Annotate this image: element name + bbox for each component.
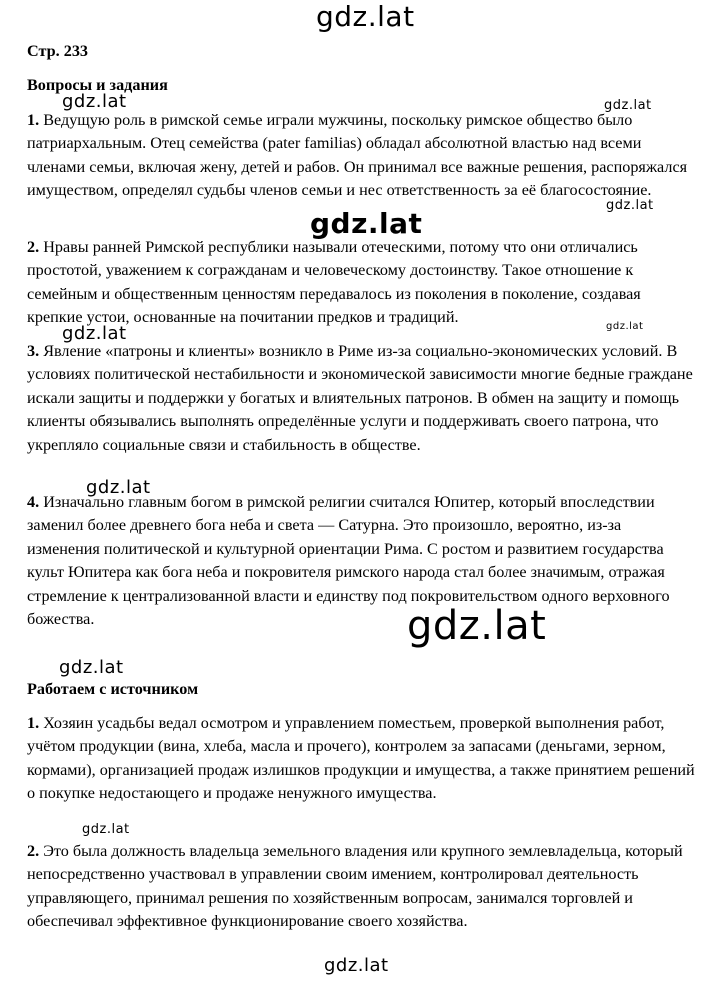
answer-text: Это была должность владельца земельного владения или крупного землевладельца, который непосредственно участвовал в управлении своим имением, контролировал деятельность управляющего, принимал решения по хозяйственным вопросам, занимался торговлей и обеспечивал эффективное функционирование своего хозяйства. bbox=[27, 842, 683, 931]
answer-number: 2. bbox=[27, 238, 40, 256]
watermark: gdz.lat bbox=[324, 955, 389, 976]
answer-text: Хозяин усадьбы ведал осмотром и управлением поместьем, проверкой выполнения работ, учётом продукции (вина, хлеба, масла и прочего), контролем за запасами (деньгами, зерном, кормами), организацией продаж излишков продукции и имущества, а также принятием решений о покупке недостающего и продаже ненужного имущества. bbox=[27, 714, 695, 803]
answer-number: 4. bbox=[27, 493, 40, 511]
answer-paragraph bbox=[27, 340, 695, 457]
watermark: gdz.lat bbox=[82, 822, 130, 837]
watermark: gdz.lat bbox=[62, 91, 127, 112]
watermark: gdz.lat bbox=[606, 198, 654, 213]
watermark: gdz.lat bbox=[604, 98, 652, 113]
answer-text: Нравы ранней Римской республики называли отеческими, потому что они отличались простотой, уважением к согражданам и человеческому достоинству. Такое отношение к семейным и общественным ценностям передавалось из поколения в поколение, создавая крепкие устои, основанные на почитании предков и традиций. bbox=[27, 238, 641, 327]
answer-number: 1. bbox=[27, 714, 40, 732]
watermark: gdz.lat bbox=[62, 323, 127, 344]
answer-number: 3. bbox=[27, 342, 40, 360]
answer-paragraph bbox=[27, 840, 695, 934]
watermark: gdz.lat bbox=[606, 321, 644, 332]
answer-number: 2. bbox=[27, 842, 40, 860]
answer-text: Изначально главным богом в римской религии считался Юпитер, который впоследствии заменил более древнего бога неба и света — Сатурна. Это произошло, вероятно, из-за изменения политической и культурной ориентации Рима. С ростом и развитием государства культ Юпитера как бога неба и покровителя римского народа стал более значимым, отражая стремление к централизованной власти и единству под покровительством одного верховного божества. bbox=[27, 493, 670, 629]
watermark: gdz.lat bbox=[59, 657, 124, 678]
answer-text: Ведущую роль в римской семье играли мужчины, поскольку римское общество было патриархальным. Отец семейства (pater familias) обладал абсолютной властью над всеми членами семьи, включая жену, детей и рабов. Он принимал все важные решения, распоряжался имуществом, определял судьбы членов семьи и нес ответственность за её благосостояние. bbox=[27, 111, 688, 200]
answer-text: Явление «патроны и клиенты» возникло в Риме из-за социально-экономических условий. В условиях политической нестабильности и экономической зависимости многие бедные граждане искали защиты и поддержки у богатых и влиятельных патронов. В обмен на защиту и помощь клиенты обязывались выполнять определённые услуги и поддерживать своего патрона, что укрепляло социальные связи и стабильность в обществе. bbox=[27, 342, 693, 454]
answer-paragraph bbox=[27, 712, 695, 806]
section-heading-questions: Вопросы и задания bbox=[27, 76, 168, 94]
answer-paragraph bbox=[27, 491, 695, 631]
watermark: gdz.lat bbox=[407, 603, 547, 649]
answer-paragraph bbox=[27, 109, 695, 203]
watermark: gdz.lat bbox=[86, 477, 151, 498]
answer-number: 1. bbox=[27, 111, 40, 129]
answer-paragraph bbox=[27, 236, 695, 330]
watermark: gdz.lat bbox=[310, 207, 423, 240]
watermark: gdz.lat bbox=[316, 0, 415, 33]
page-reference: Стр. 233 bbox=[27, 42, 89, 60]
section-heading-sources: Работаем с источником bbox=[27, 680, 199, 698]
